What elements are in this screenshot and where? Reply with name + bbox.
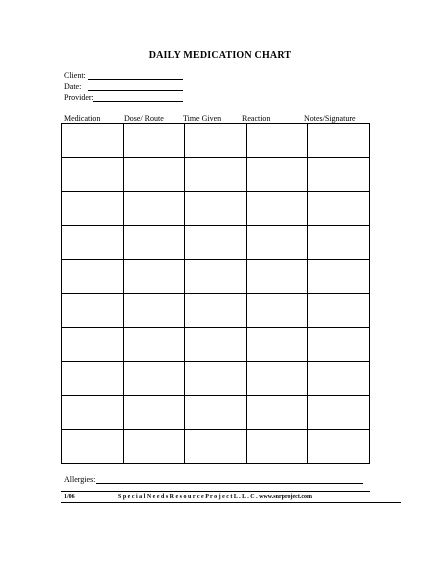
table-cell[interactable] (308, 260, 370, 294)
table-cell[interactable] (62, 192, 124, 226)
table-cell[interactable] (123, 260, 185, 294)
table-cell[interactable] (246, 430, 308, 464)
table-cell[interactable] (62, 396, 124, 430)
column-header-reaction: Reaction (242, 114, 271, 123)
table-cell[interactable] (62, 260, 124, 294)
column-header-notes-signature: Notes/Signature (304, 114, 356, 123)
table-cell[interactable] (185, 294, 247, 328)
page-title: DAILY MEDICATION CHART (148, 50, 292, 61)
table-cell[interactable] (308, 396, 370, 430)
provider-line[interactable] (93, 101, 183, 102)
date-field (64, 82, 81, 92)
table-cell[interactable] (185, 192, 247, 226)
table-cell[interactable] (308, 362, 370, 396)
date-label: Date: (64, 82, 82, 91)
provider-field (64, 93, 94, 103)
table-cell[interactable] (185, 226, 247, 260)
footer-divider (61, 502, 401, 503)
column-header-dose-route: Dose/ Route (124, 114, 164, 123)
table-cell[interactable] (123, 192, 185, 226)
table-cell[interactable] (185, 328, 247, 362)
table-cell[interactable] (123, 396, 185, 430)
medication-table (61, 123, 370, 464)
table-cell[interactable] (62, 158, 124, 192)
table-cell[interactable] (123, 430, 185, 464)
footer-credit: S p e c i a l N e e d s R e s o u r c e P r o j e c t L . L . C . www.snrproject.com (118, 494, 312, 500)
table-row (62, 430, 370, 464)
table-row (62, 260, 370, 294)
table-cell[interactable] (62, 124, 124, 158)
table-cell[interactable] (308, 226, 370, 260)
table-cell[interactable] (308, 430, 370, 464)
table-row (62, 226, 370, 260)
table-cell[interactable] (246, 192, 308, 226)
allergies-label: Allergies: (64, 475, 96, 484)
table-row (62, 192, 370, 226)
table-row (62, 158, 370, 192)
table-cell[interactable] (185, 362, 247, 396)
table-cell[interactable] (246, 226, 308, 260)
table-cell[interactable] (246, 294, 308, 328)
table-cell[interactable] (185, 158, 247, 192)
table-cell[interactable] (246, 260, 308, 294)
table-cell[interactable] (246, 362, 308, 396)
table-cell[interactable] (123, 328, 185, 362)
table-row (62, 396, 370, 430)
client-line[interactable] (88, 79, 183, 80)
table-row (62, 362, 370, 396)
table-cell[interactable] (246, 158, 308, 192)
table-cell[interactable] (185, 124, 247, 158)
table-cell[interactable] (185, 260, 247, 294)
table-cell[interactable] (62, 226, 124, 260)
table-cell[interactable] (62, 362, 124, 396)
table-cell[interactable] (185, 396, 247, 430)
table-row (62, 124, 370, 158)
client-field (64, 71, 86, 81)
table-cell[interactable] (123, 158, 185, 192)
table-cell[interactable] (308, 192, 370, 226)
table-cell[interactable] (308, 328, 370, 362)
column-header-medication: Medication (64, 114, 101, 123)
table-row (62, 294, 370, 328)
table-cell[interactable] (246, 396, 308, 430)
table-cell[interactable] (246, 328, 308, 362)
provider-label: Provider: (64, 93, 94, 102)
table-cell[interactable] (185, 430, 247, 464)
table-cell[interactable] (62, 328, 124, 362)
table-cell[interactable] (308, 158, 370, 192)
table-cell[interactable] (62, 430, 124, 464)
footer-version: 1/06 (64, 494, 75, 500)
table-cell[interactable] (246, 124, 308, 158)
table-cell[interactable] (123, 362, 185, 396)
table-cell[interactable] (308, 124, 370, 158)
table-cell[interactable] (123, 226, 185, 260)
date-line[interactable] (88, 90, 183, 91)
client-label: Client: (64, 71, 86, 80)
allergies-line[interactable] (96, 483, 363, 484)
table-row (62, 328, 370, 362)
table-cell[interactable] (123, 124, 185, 158)
column-header-time-given: Time Given (183, 114, 222, 123)
table-cell[interactable] (62, 294, 124, 328)
table-cell[interactable] (308, 294, 370, 328)
table-cell[interactable] (123, 294, 185, 328)
divider-line (61, 491, 370, 492)
